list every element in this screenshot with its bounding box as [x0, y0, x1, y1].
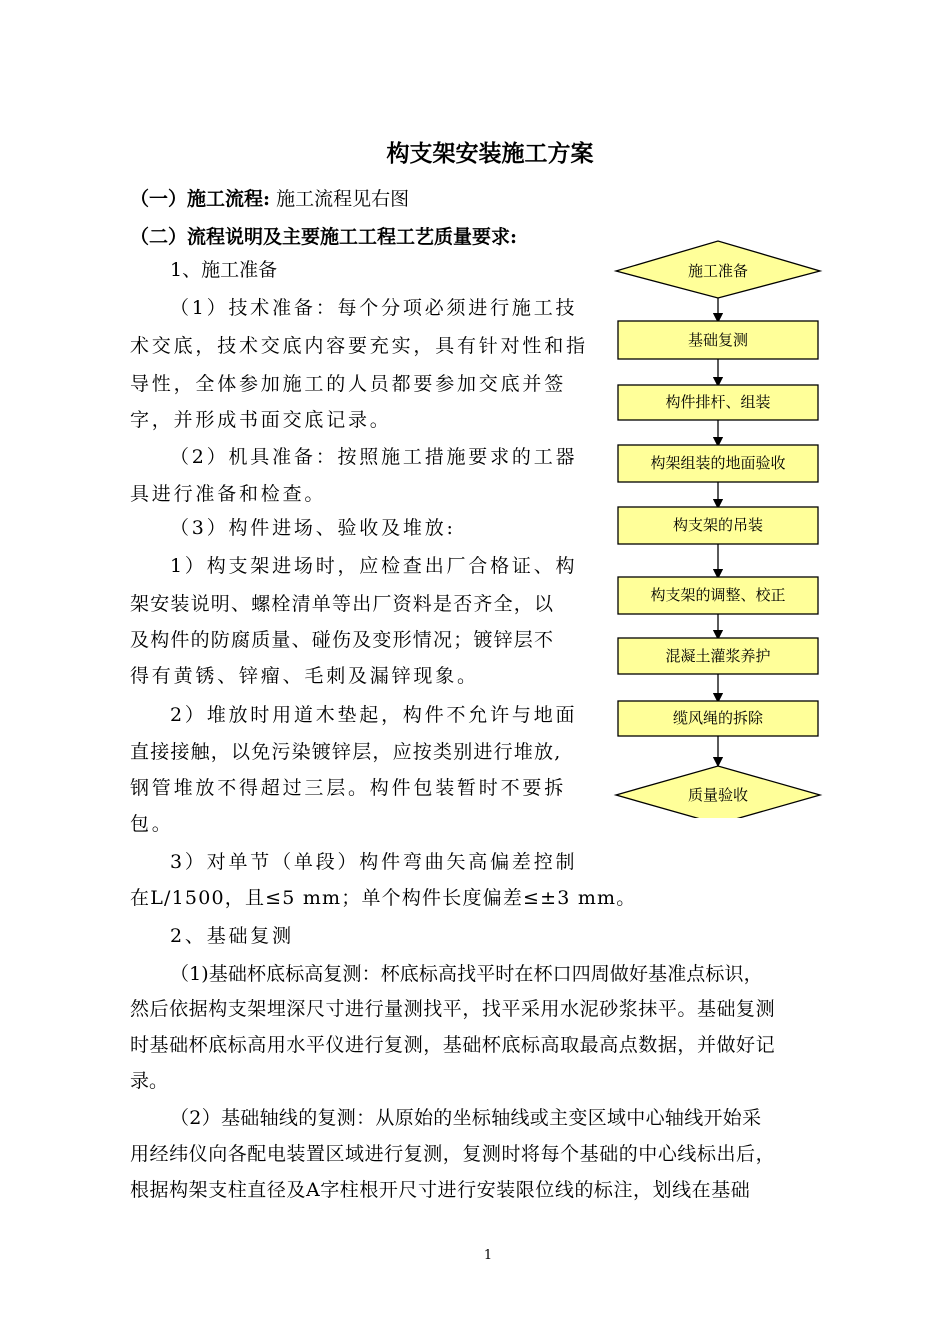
paragraph-line: （2）基础轴线的复测：从原始的坐标轴线或主变区域中心轴线开始采 [170, 1107, 762, 1129]
paragraph-line: 架安装说明、螺栓清单等出厂资料是否齐全，以 [130, 593, 555, 615]
flow-step-label: 质量验收 [687, 786, 749, 804]
paragraph-line: 直接接触，以免污染镀锌层，应按类别进行堆放, [130, 741, 562, 763]
paragraph-line: 导性，全体参加施工的人员都要参加交底并签 [130, 373, 567, 395]
flow-step-label: 构件排杆、组装 [665, 393, 771, 411]
paragraph-line: 1、施工准备 [170, 259, 278, 281]
process-flowchart [612, 238, 824, 818]
paragraph-line: （1）技术准备：每个分项必须进行施工技 [170, 297, 578, 319]
flow-step-label: 缆风绳的拆除 [672, 709, 764, 727]
paragraph-line: 字，并形成书面交底记录。 [130, 409, 392, 431]
paragraph-line: 时基础杯底标高用水平仪进行复测，基础杯底标高取最高点数据，并做好记 [130, 1034, 776, 1056]
section-1 [130, 187, 409, 211]
page-number: 1 [483, 1248, 493, 1263]
paragraph-line: 术交底，技术交底内容要充实，具有针对性和指 [130, 335, 588, 357]
paragraph-line: （1)基础杯底标高复测：杯底标高找平时在杯口四周做好基准点标识， [170, 963, 763, 985]
paragraph-line: 2）堆放时用道木垫起，构件不允许与地面 [170, 704, 578, 726]
section-2-heading: （二）流程说明及主要施工工程工艺质量要求: [130, 226, 518, 248]
paragraph-line: 2、基础复测 [170, 925, 294, 947]
section-1-text: 施工流程见右图 [276, 188, 410, 210]
document-title: 构支架安装施工方案 [386, 140, 594, 167]
paragraph-line: 然后依据构支架埋深尺寸进行量测找平，找平采用水泥砂浆抹平。基础复测 [130, 998, 776, 1020]
paragraph-line: 得有黄锈、锌瘤、毛刺及漏锌现象。 [130, 665, 479, 687]
flow-step-label: 混凝土灌浆养护 [665, 647, 771, 665]
flow-step-label: 基础复测 [687, 331, 749, 349]
paragraph-line: （3）构件进场、验收及堆放: [170, 517, 456, 539]
paragraph-line: 根据构架支柱直径及A字柱根开尺寸进行安装限位线的标注，划线在基础 [130, 1179, 751, 1201]
paragraph-line: 钢管堆放不得超过三层。构件包装暂时不要拆 [130, 777, 567, 799]
section-1-heading: （一）施工流程: [130, 188, 271, 210]
paragraph-line: 录。 [130, 1070, 169, 1092]
paragraph-line: 3）对单节（单段）构件弯曲矢高偏差控制 [170, 851, 578, 873]
flow-step-label: 构架组装的地面验收 [650, 454, 786, 472]
paragraph-line: 1）构支架进场时，应检查出厂合格证、构 [170, 555, 578, 577]
flow-step-label: 施工准备 [687, 262, 749, 280]
flow-step-label: 构支架的吊装 [672, 516, 764, 534]
paragraph-line: 具进行准备和检查。 [130, 483, 327, 505]
paragraph-line: 在L/1500，且≤5 mm；单个构件长度偏差≤±3 mm。 [130, 887, 637, 909]
paragraph-line: 包。 [130, 813, 174, 835]
paragraph-line: （2）机具准备：按照施工措施要求的工器 [170, 446, 578, 468]
paragraph-line: 用经纬仪向各配电装置区域进行复测，复测时将每个基础的中心线标出后， [130, 1143, 776, 1165]
paragraph-line: 及构件的防腐质量、碰伤及变形情况；镀锌层不 [130, 629, 555, 651]
flow-step-label: 构支架的调整、校正 [650, 586, 786, 604]
